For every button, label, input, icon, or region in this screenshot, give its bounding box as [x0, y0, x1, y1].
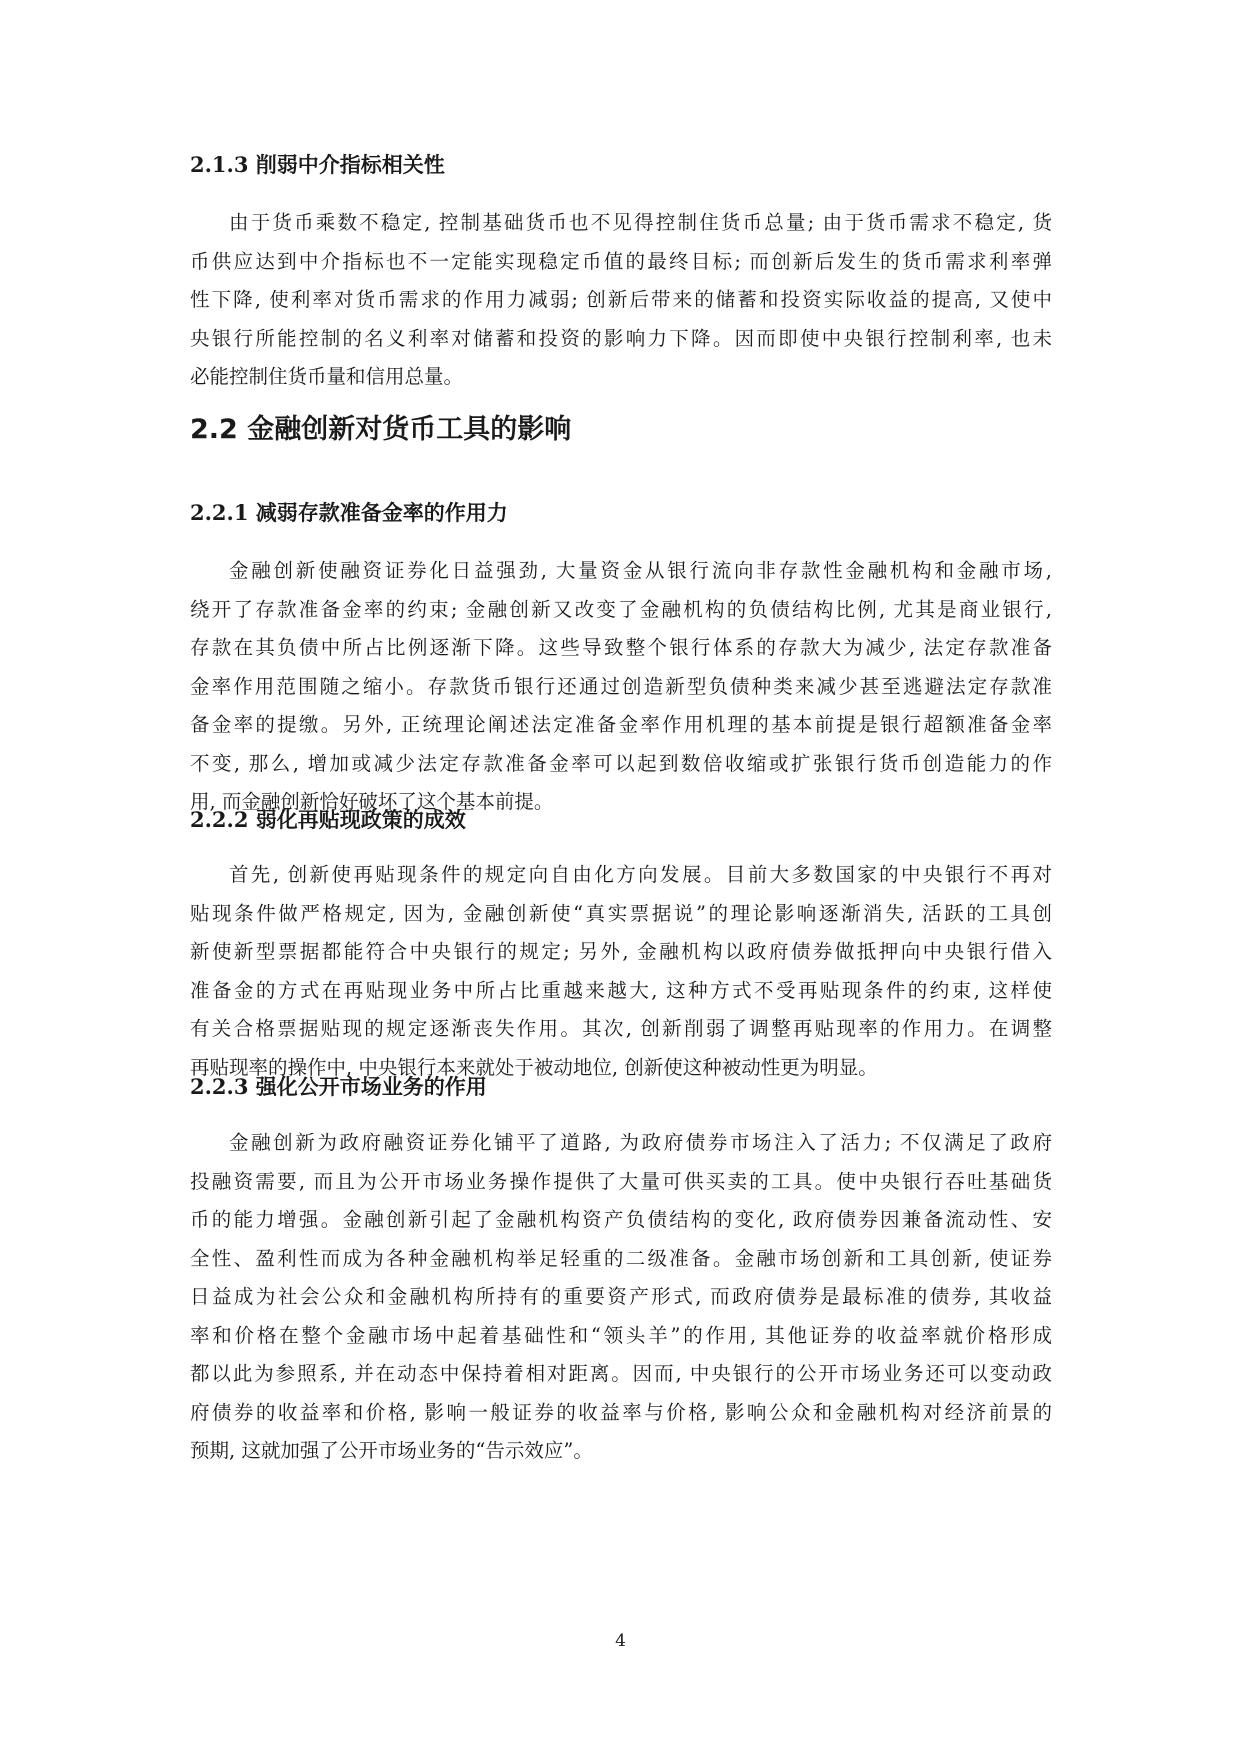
paragraph-line: 有关合格票据贴现的规定逐渐丧失作用。其次, 创新削弱了调整再贴现率的作用力。在调整 [190, 1017, 1052, 1040]
paragraph-line: 金率作用范围随之缩小。存款货币银行还通过创造新型负债种类来减少甚至逃避法定存款准 [190, 674, 1052, 698]
paragraph-2-2-3 [190, 1124, 1052, 1471]
paragraph-line: 用, 而金融创新恰好破坏了这个基本前提。 [190, 790, 554, 813]
paragraph-line: 投融资需要, 而且为公开市场业务操作提供了大量可供买卖的工具。使中央银行吞吐基础货 [190, 1169, 1052, 1193]
paragraph-2-2-1 [190, 552, 1052, 822]
paragraph-line: 再贴现率的操作中, 中央银行本来就处于被动地位, 创新使这种被动性更为明显。 [190, 1055, 878, 1079]
paragraph-line: 备金率的提缴。另外, 正统理论阐述法定准备金率作用机理的基本前提是银行超额准备金率 [190, 713, 1052, 736]
paragraph-line: 新使新型票据都能符合中央银行的规定; 另外, 金融机构以政府债券做抵押向中央银行借入 [190, 940, 1052, 963]
section-heading-2-1-3: 2.1.3 削弱中介指标相关性 [190, 152, 445, 177]
paragraph-line: 不变, 那么, 增加或减少法定存款准备金率可以起到数倍收缩或扩张银行货币创造能力的作 [190, 751, 1052, 775]
paragraph-line: 绕开了存款准备金率的约束; 金融创新又改变了金融机构的负债结构比例, 尤其是商业银行, [190, 597, 1052, 621]
section-heading-2-2-2: 2.2.2 弱化再贴现政策的成效 [190, 807, 466, 832]
paragraph-line: 贴现条件做严格规定, 因为, 金融创新使“真实票据说”的理论影响逐渐消失, 活跃的工具创 [190, 901, 1052, 925]
paragraph-line: 性下降, 使利率对货币需求的作用力减弱; 创新后带来的储蓄和投资实际收益的提高, 又使中 [190, 288, 1052, 311]
paragraph-line: 必能控制住货币量和信用总量。 [190, 365, 464, 388]
paragraph-line: 首先, 创新使再贴现条件的规定向自由化方向发展。目前大多数国家的中央银行不再对 [229, 863, 1052, 886]
paragraph-line: 府债券的收益率和价格, 影响一般证券的收益率与价格, 影响公众和金融机构对经济前景的 [190, 1400, 1052, 1424]
paragraph-line: 预期, 这就加强了公开市场业务的“告示效应”。 [190, 1439, 593, 1462]
section-heading-2-2-3: 2.2.3 强化公开市场业务的作用 [190, 1074, 487, 1099]
paragraph-line: 都以此为参照系, 并在动态中保持着相对距离。因而, 中央银行的公开市场业务还可以变动政 [190, 1362, 1052, 1385]
section-heading-2-2-1: 2.2.1 减弱存款准备金率的作用力 [190, 500, 508, 525]
paragraph-line: 币的能力增强。金融创新引起了金融机构资产负债结构的变化, 政府债券因兼备流动性、安 [190, 1208, 1052, 1231]
paragraph-2-1-3 [190, 204, 1052, 397]
paragraph-line: 金融创新为政府融资证券化铺平了道路, 为政府债券市场注入了活力; 不仅满足了政府 [229, 1131, 1052, 1154]
paragraph-line: 率和价格在整个金融市场中起着基础性和“领头羊”的作用, 其他证券的收益率就价格形成 [190, 1323, 1052, 1347]
paragraph-line: 币供应达到中介指标也不一定能实现稳定币值的最终目标; 而创新后发生的货币需求利率弹 [190, 249, 1052, 273]
paragraph-line: 金融创新使融资证券化日益强劲, 大量资金从银行流向非存款性金融机构和金融市场, [229, 559, 1052, 582]
paragraph-line: 存款在其负债中所占比例逐渐下降。这些导致整个银行体系的存款大为减少, 法定存款准备 [190, 636, 1052, 659]
paragraph-line: 日益成为社会公众和金融机构所持有的重要资产形式, 而政府债券是最标准的债券, 其收益 [190, 1285, 1052, 1308]
paragraph-line: 央银行所能控制的名义利率对储蓄和投资的影响力下降。因而即使中央银行控制利率, 也未 [190, 326, 1052, 350]
page-number: 4 [615, 1631, 626, 1651]
paragraph-2-2-2 [190, 856, 1052, 1087]
paragraph-line: 准备金的方式在再贴现业务中所占比重越来越大, 这种方式不受再贴现条件的约束, 这样使 [190, 978, 1052, 1002]
paragraph-line: 由于货币乘数不稳定, 控制基础货币也不见得控制住货币总量; 由于货币需求不稳定, 货 [229, 211, 1052, 234]
section-heading-2-2: 2.2 金融创新对货币工具的影响 [190, 414, 572, 445]
paragraph-line: 全性、盈利性而成为各种金融机构举足轻重的二级准备。金融市场创新和工具创新, 使证券 [190, 1246, 1052, 1270]
